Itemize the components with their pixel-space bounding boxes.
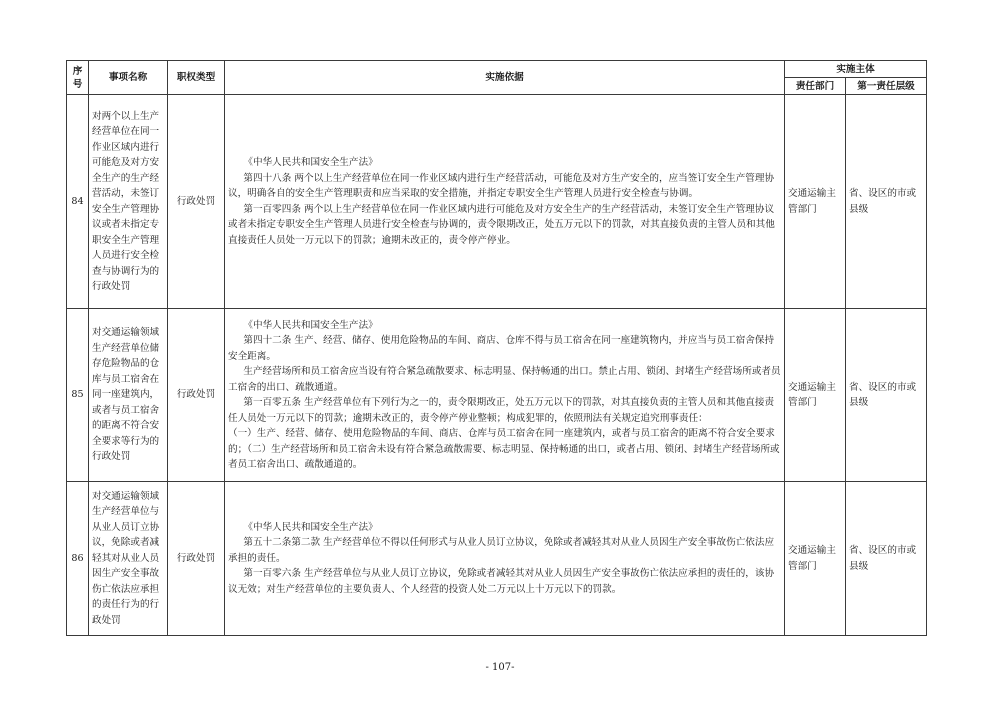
basis-paragraph: 第四十八条 两个以上生产经营单位在同一作业区域内进行生产经营活动，可能危及对方生产安全的，应当签订安全生产管理协议，明确各自的安全生产管理职责和应当采取的安全措施，并指定专职安全生产管理人员进行安全检查与协调。 <box>228 172 775 199</box>
table-row <box>67 95 927 309</box>
basis-paragraph: 《中华人民共和国安全生产法》 <box>243 157 378 168</box>
basis-paragraph: （一）生产、经营、储存、使用危险物品的车间、商店、仓库与员工宿舍在同一座建筑内，或者与员工宿舍的距离不符合安全要求的；（二）生产经营场所和员工宿舍未设有符合紧急疏散需要、标志明显、保持畅通的出口，或者占用、锁闭、封堵生产经营场所或者员工宿舍出口、疏散通道的。 <box>228 428 780 470</box>
authority-type: 行政处罚 <box>168 95 225 309</box>
basis-paragraph: 第一百零五条 生产经营单位有下列行为之一的，责令限期改正，处五万元以下的罚款，对其直接负责的主管人员和其他直接责任人员处一万元以下的罚款；逾期未改正的，责令停产停业整顿；构成犯罪的，依照刑法有关规定追究刑事责任： <box>228 397 775 424</box>
first-responsibility-level: 省、设区的市或县级 <box>846 95 927 309</box>
legal-basis <box>225 482 785 636</box>
row-number: 86 <box>67 482 89 636</box>
item-name: 对两个以上生产经营单位在同一作业区域内进行可能危及对方安全生产的生产经营活动，未签订安全生产管理协议或者未指定专职安全生产管理人员进行安全检查与协调行为的行政处罚 <box>89 95 168 309</box>
legal-basis <box>225 309 785 482</box>
header-implementing-subject: 实施主体 <box>785 61 927 78</box>
header-authority-type: 职权类型 <box>168 61 225 95</box>
enforcement-table <box>66 60 927 636</box>
responsible-dept: 交通运输主管部门 <box>785 95 846 309</box>
basis-paragraph: 《中华人民共和国安全生产法》 <box>243 521 378 533</box>
responsible-dept: 交通运输主管部门 <box>785 482 846 636</box>
first-responsibility-level: 省、设区的市或县级 <box>846 482 927 636</box>
table-row <box>67 309 927 482</box>
basis-paragraph: 第四十二条 生产、经营、储存、使用危险物品的车间、商店、仓库不得与员工宿舍在同一座建筑物内，并应当与员工宿舍保持安全距离。 <box>228 335 775 362</box>
authority-type: 行政处罚 <box>168 482 225 636</box>
first-responsibility-level: 省、设区的市或县级 <box>846 309 927 482</box>
header-seq-line-1: 序 <box>72 65 83 77</box>
basis-paragraph: 生产经营场所和员工宿舍应当设有符合紧急疏散要求、标志明显、保持畅通的出口。禁止占用、锁闭、封堵生产经营场所或者员工宿舍的出口、疏散通道。 <box>228 366 781 393</box>
responsible-dept: 交通运输主管部门 <box>785 309 846 482</box>
header-first-level: 第一责任层级 <box>846 78 927 95</box>
row-number: 84 <box>67 95 89 309</box>
item-name: 对交通运输领域生产经营单位与从业人员订立协议，免除或者减轻其对从业人员因生产安全事故伤亡依法应承担的责任行为的行政处罚 <box>89 482 168 636</box>
header-seq-line-2: 号 <box>72 78 83 90</box>
header-responsible-dept: 责任部门 <box>785 78 846 95</box>
legal-basis <box>225 95 785 309</box>
basis-paragraph: 《中华人民共和国安全生产法》 <box>243 319 378 331</box>
authority-type: 行政处罚 <box>168 309 225 482</box>
item-name: 对交通运输领域生产经营单位储存危险物品的仓库与员工宿舍在同一座建筑内，或者与员工宿舍的距离不符合安全要求等行为的行政处罚 <box>89 309 168 482</box>
row-number: 85 <box>67 309 89 482</box>
table-row <box>67 482 927 636</box>
header-item-name: 事项名称 <box>89 61 168 95</box>
basis-paragraph: 第一百零四条 两个以上生产经营单位在同一作业区域内进行可能危及对方安全生产的生产经营活动，未签订安全生产管理协议或者未指定专职安全生产管理人员进行安全检查与协调的，责令限期改正，处五万元以下的罚款，对其直接负责的主管人员和其他直接责任人员处一万元以下的罚款；逾期未改正的，责令停产停业。 <box>228 203 775 246</box>
page-number: - 107- <box>485 662 515 673</box>
basis-paragraph: 第五十二条第二款 生产经营单位不得以任何形式与从业人员订立协议，免除或者减轻其对从业人员因生产安全事故伤亡依法应承担的责任。 <box>228 537 775 564</box>
header-seq <box>67 61 89 95</box>
basis-paragraph: 第一百零六条 生产经营单位与从业人员订立协议，免除或者减轻其对从业人员因生产安全事故伤亡依法应承担的责任的，该协议无效；对生产经营单位的主要负责人、个人经营的投资人处二万元以上十万元以下的罚款。 <box>228 568 775 595</box>
header-legal-basis: 实施依据 <box>225 61 785 95</box>
